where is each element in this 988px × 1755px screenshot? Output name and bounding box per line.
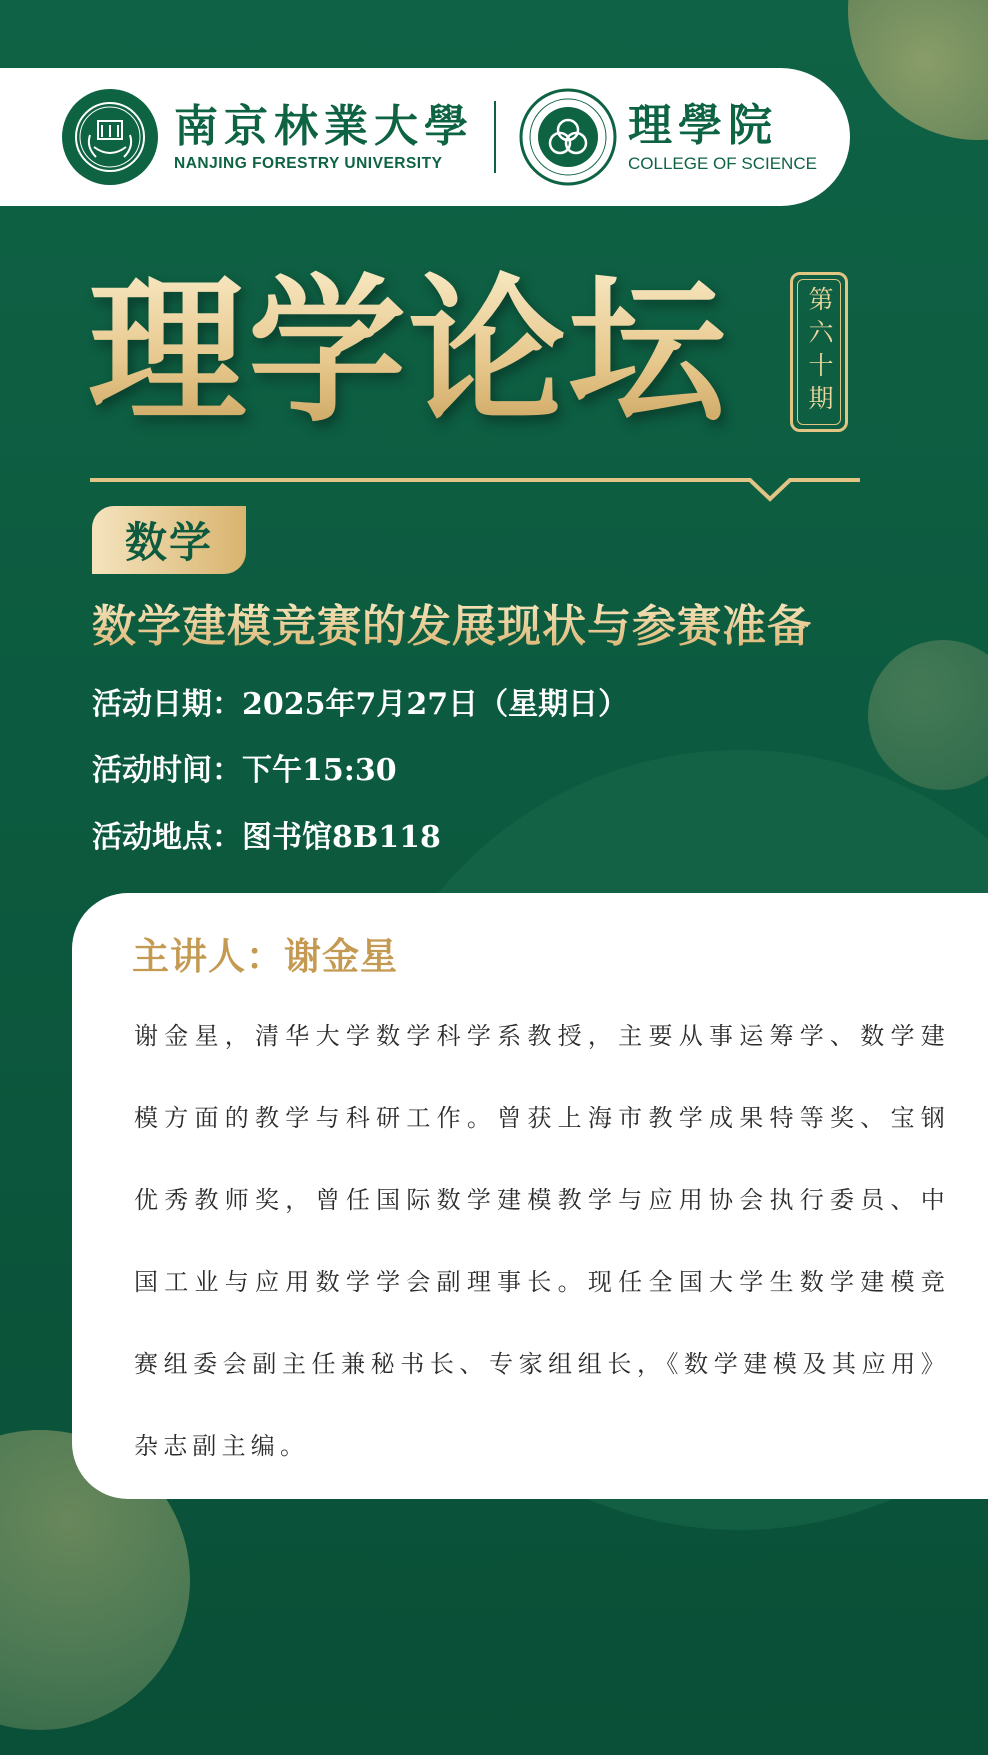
issue-badge [790, 272, 848, 432]
speaker-bio: 谢金星，清华大学数学科学系教授，主要从事运筹学、数学建模方面的教学与科研工作。曾获上海市教学成果特等奖、宝钢优秀教师奖，曾任国际数学建模教学与应用协会执行委员、中国工业与应用数学学会副理事长。现任全国大学生数学建模竞赛组委会副主任兼秘书长、专家组组长，《数学建模及其应用》杂志副主编。 [134, 1022, 950, 1460]
logo-divider [494, 101, 496, 173]
college-name [628, 100, 817, 174]
decorative-circle [848, 0, 988, 140]
issue-number: 第六十期 [805, 286, 834, 418]
event-time: 活动时间：下午15:30 [92, 753, 397, 788]
talk-topic: 数学建模竞赛的发展现状与参赛准备 [92, 598, 912, 656]
college-name-en: COLLEGE OF SCIENCE [628, 154, 817, 173]
event-date: 活动日期：2025年7月27日（星期日） [92, 687, 629, 722]
event-place: 活动地点：图书馆8B118 [92, 820, 441, 855]
speaker-name: 主讲人：谢金星 [132, 935, 398, 978]
forum-title: 理学论坛 [88, 260, 728, 444]
university-name-cn: 南京林業大學 [174, 101, 474, 152]
university-name-en: NANJING FORESTRY UNIVERSITY [174, 155, 443, 172]
category-tag [92, 506, 246, 574]
title-underline [90, 477, 860, 507]
logo-header [0, 68, 850, 206]
category-label: 数学 [124, 518, 213, 567]
decorative-circle [868, 640, 988, 790]
university-seal-icon [60, 87, 160, 187]
university-name [174, 101, 474, 173]
college-seal-icon [518, 87, 618, 187]
college-name-cn: 理學院 [628, 100, 778, 151]
